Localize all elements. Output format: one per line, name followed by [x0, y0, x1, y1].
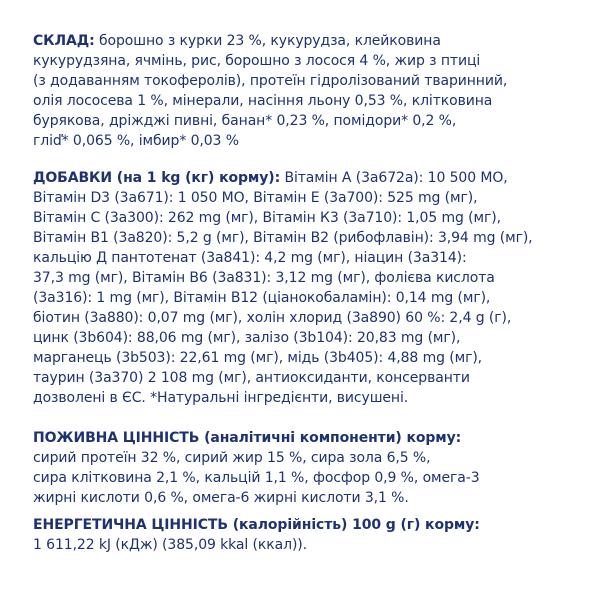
energy-section — [33, 515, 593, 555]
nutrition-heading: ПОЖИВНА ЦІННІСТЬ (аналітичні компоненти) корму: — [33, 430, 462, 446]
composition-text: борошно з курки 23 %, кукурудза, клейковина — [94, 33, 441, 49]
additives-line: кальцію Д пантотенат (3а841): 4,2 mg (мг), ніацин (3а314): — [33, 250, 467, 266]
additives-line: 37,3 mg (мг), Вітамін В6 (3а831): 3,12 mg (мг), фолієва кислота — [33, 270, 495, 286]
additives-line: біотин (3а880): 0,07 mg (мг), холін хлорид (3а890) 60 %: 2,4 g (г), — [33, 310, 512, 326]
additives-line — [33, 168, 593, 188]
energy-line: 1 611,22 kJ (кДж) (385,09 kkal (ккал)). — [33, 537, 308, 553]
composition-section — [33, 31, 593, 151]
nutrition-section — [33, 428, 593, 508]
additives-section — [33, 168, 593, 408]
composition-line: кукурудзяна, ячмінь, рис, борошно з лосося 4 %, жир з птиці — [33, 53, 481, 69]
energy-heading: ЕНЕРГЕТИЧНА ЦІННІСТЬ (калорійність) 100 g (г) корму: — [33, 517, 480, 533]
composition-line: олія лососева 1 %, мінерали, насіння льону 0,53 %, клітковина — [33, 93, 493, 109]
composition-line — [33, 31, 593, 51]
additives-line: дозволені в ЄС. *Натуральні інгредієнти, висушені. — [33, 390, 409, 406]
additives-heading: ДОБАВКИ (на 1 kg (кг) корму): — [33, 170, 281, 186]
feed-label-document — [33, 31, 593, 555]
additives-text: Вітамін А (3а672а): 10 500 МО, — [280, 170, 508, 186]
nutrition-line: сира клітковина 2,1 %, кальцій 1,1 %, фосфор 0,9 %, омега-3 — [33, 470, 480, 486]
additives-line: Вітамін С (3а300): 262 mg (мг), Вітамін К3 (3а710): 1,05 mg (мг), — [33, 210, 501, 226]
additives-line: Вітамін D3 (3а671): 1 050 МО, Вітамін Е (3а700): 525 mg (мг), — [33, 190, 478, 206]
additives-line: цинк (3b604): 88,06 mg (мг), залізо (3b104): 20,83 mg (мг), — [33, 330, 461, 346]
composition-line: бурякова, дріжджі пивні, банан* 0,23 %, помідори* 0,2 %, — [33, 113, 457, 129]
composition-line: (з додаванням токоферолів), протеїн гідролізований тваринний, — [33, 73, 508, 89]
additives-line: таурин (3а370) 2 108 mg (мг), антиоксиданти, консерванти — [33, 370, 470, 386]
composition-heading: СКЛАД: — [33, 33, 95, 49]
additives-line: Вітамін В1 (3а820): 5,2 g (мг), Вітамін В2 (рибофлавін): 3,94 mg (мг), — [33, 230, 533, 246]
nutrition-line: жирні кислоти 0,6 %, омега-6 жирні кислоти 3,1 %. — [33, 490, 409, 506]
additives-line: (3а316): 1 mg (мг), Вітамін В12 (ціанокобаламін): 0,14 mg (мг), — [33, 290, 491, 306]
additives-line: марганець (3b503): 22,61 mg (мг), мідь (3b405): 4,88 mg (мг), — [33, 350, 483, 366]
composition-line: гліď* 0,065 %, імбир* 0,03 % — [33, 133, 239, 149]
nutrition-line: сирий протеїн 32 %, сирий жир 15 %, сира зола 6,5 %, — [33, 450, 431, 466]
